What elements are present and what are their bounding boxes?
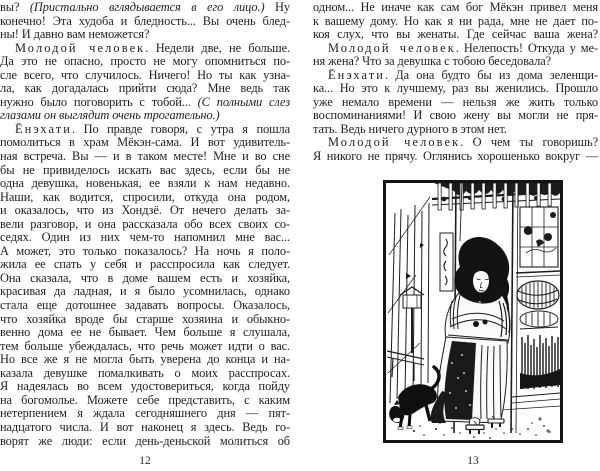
text-line [0,28,290,42]
text-line [313,109,598,123]
illustration-drawing [386,183,560,440]
text-line [0,109,290,123]
text-line [0,435,290,449]
text-line [0,1,290,15]
body-text: вы? [0,1,30,14]
speaker-name: Ёнэхати [15,122,72,136]
text-line [313,1,598,15]
text-line [0,218,290,232]
body-text: тем больше убеждалась, что речь может идти о вас. [0,339,290,353]
text-line [0,272,290,286]
text-line [0,42,290,56]
body-text: надцатого числа. И вот наконец я здесь. Ведь го- [0,420,290,434]
text-line [0,136,290,150]
text-line [0,340,290,354]
body-text: седях. Один из них чем-то напомнил мне вас... [0,231,290,245]
body-text: красивая да ладная, и я было усомнилась, однако [0,285,290,299]
text-line [0,55,290,69]
text-line [0,394,290,408]
speaker-name: Молодой человек [328,41,456,55]
body-text: . Нелепость! Откуда у ме- [455,41,598,55]
body-text: коя слух, что вы женаты. Где сейчас ваша жена? [313,28,598,42]
body-text: ла, как догадалась прийти сюда? Мне ведь так [0,82,290,96]
body-text: на богомолье. Можете себе представить, с каким [0,393,290,407]
text-line [0,313,290,327]
text-line [0,164,290,178]
body-text: тать. Ведь ничего дурного в этом нет. [313,122,507,136]
text-line [0,123,290,137]
body-text: стала еще дотошнее задавать вопросы. Оказалось, [0,299,290,313]
illustration-woodblock-print [383,180,563,443]
body-text: ка... Но это к лучшему, раз вы женились. Прошло [313,82,598,96]
text-line [0,15,290,29]
body-text: Да это не опасно, просто не могу опомниться по- [0,55,290,69]
right-page-text [313,1,598,164]
speaker-name: Ёнэхати [328,68,385,82]
stage-direction: (С полными слез [197,95,290,109]
left-page-number: 12 [139,455,151,467]
text-line [313,136,598,150]
body-text: нетерпением я ждала сегодняшнего дня — пят- [0,407,290,421]
text-line [313,55,598,69]
body-text: . Недели две, не больше. [145,41,290,55]
body-text: . По правде говоря, с утра я пошла [72,122,290,136]
speaker-name: Молодой человек [328,136,461,150]
body-text: Ну [264,1,290,14]
body-text: ня жена? Что за девушка с тобою беседовала? [313,55,552,69]
text-line [313,28,598,42]
text-line [313,96,598,110]
text-line [0,367,290,381]
text-line [0,82,290,96]
body-text: ная встреча. Вы — и в таком месте! Мне и во сне [0,150,290,164]
body-text: что хозяйка вроде бы старше хозяина и обыкно- [0,312,290,326]
text-line [0,204,290,218]
body-text: А может, это только показалось? На ночь я поло- [0,244,290,258]
text-line [0,326,290,340]
body-text: уже немало времени — нельзя же жить только [313,95,598,109]
body-text: казала девушке помалкивать о моих расспросах. [0,366,290,380]
body-text: и оказалось, что из Хондзё. От нечего делать за- [0,204,290,218]
text-line [313,69,598,83]
body-text: венно дома ее не бывает. Чем больше я слушала, [0,326,290,340]
text-line [0,150,290,164]
body-text: помолиться в храм Мёкэн-сама. И вот удивитель- [0,136,290,150]
left-page-text [0,1,290,448]
body-text: воспоминаниями! И свою жену вы могли не пря- [313,109,598,123]
text-line [0,258,290,272]
body-text: ворят же люди: если день-деньской молиться об [0,434,290,448]
text-line [0,96,290,110]
text-line [313,150,598,164]
body-text: . О чем ты говоришь? [460,136,598,150]
text-line [0,231,290,245]
body-text: нужно было поговорить с тобой... [0,95,198,109]
text-line [0,353,290,367]
text-line [0,69,290,83]
body-text: вели разговор, и она рассказала обо всех своих со- [0,217,290,231]
text-line [313,15,598,29]
body-text: . Да она будто бы из дома зеленщи- [385,68,598,82]
body-text: бы не привиделось искать вас здесь, если бы не [0,163,290,177]
speaker-name: Молодой человек [15,41,146,55]
body-text: Я надеялась во всем удостовериться, когда пойду [0,380,290,394]
body-text: Я никого не прячу. Оглянись хорошенько вокруг — [313,150,598,164]
text-line [0,245,290,259]
text-line [0,421,290,435]
body-text: сле всего, что случилось. Ничего! Но ты как узна- [0,68,290,82]
body-text: жила ее спать у себя и расспросила как следует. [0,258,290,272]
right-page-number: 13 [467,455,479,467]
text-line [0,380,290,394]
body-text: одна девушка, новенькая, ее взяли к нам недавно. [0,177,290,191]
body-text: ны! И давно вам неможется? [0,28,150,42]
text-line [0,191,290,205]
text-line [313,82,598,96]
stage-direction: (Пристально вглядывается в его лицо.) [29,1,265,14]
body-text: Она сказала, что в доме вашем есть и хозяйка, [0,271,290,285]
body-text: к вашему дому. Но как я ни рада, мне не дает по- [313,14,598,28]
text-line [0,407,290,421]
body-text: конечно! Эта худоба и бледность... Вы очень блед- [0,14,290,28]
text-line [313,123,598,137]
text-line [0,285,290,299]
body-text: Наши, как водится, спросили, откуда она родом, [0,190,290,204]
text-line [313,42,598,56]
text-line [0,177,290,191]
stage-direction: глазами он выглядит очень трогательно.) [0,109,220,123]
body-text: Но все же я не могла быть уверена до конца и на- [0,353,290,367]
text-line [0,299,290,313]
body-text: одном... Не иначе как сам бог Мёкэн привел меня [313,1,598,14]
